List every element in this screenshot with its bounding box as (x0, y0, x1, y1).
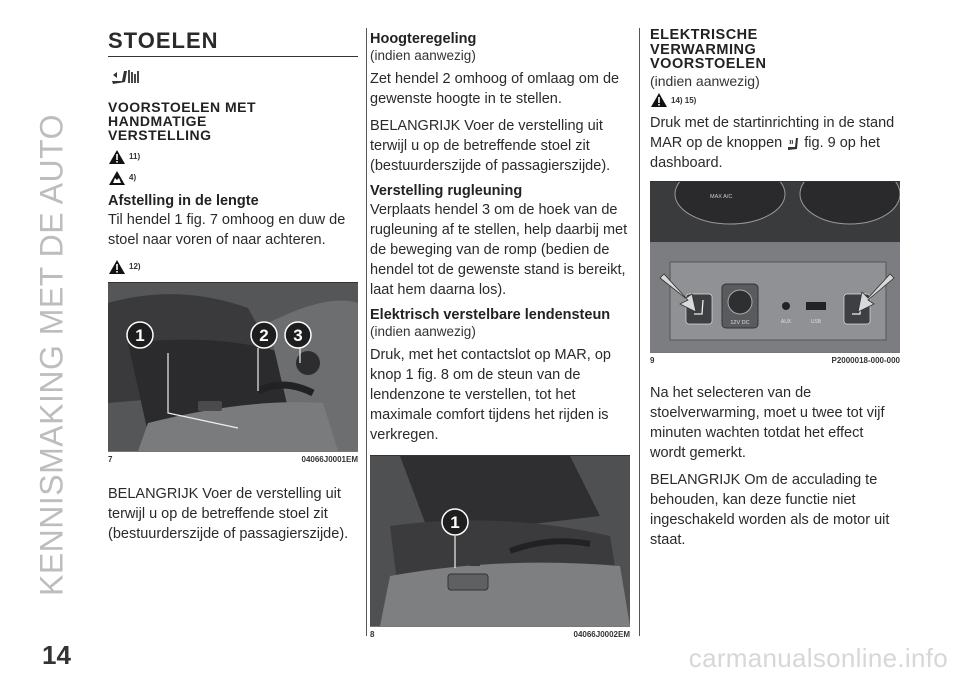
heading-length: Afstelling in de lengte (108, 193, 259, 209)
heading-backrest: Verstelling rugleuning (370, 183, 523, 199)
warning-ref: 11) (108, 147, 358, 166)
warning-triangle-icon (108, 149, 126, 165)
column-2 (370, 28, 630, 639)
subsection-title: ELEKTRISCHE VERWARMING VOORSTOELEN (650, 27, 767, 72)
figure-7-seat-levers (108, 282, 358, 452)
para-press: Druk met de startinrichting in de stand MAR op de knoppen fig. 9 op het dashboard. (650, 114, 895, 171)
column-divider (366, 28, 367, 636)
section-title: STOELEN (108, 28, 358, 57)
para-wait: Na het selecteren van de stoelverwarming, moet u twee tot vijf minuten wachten totdat het effect wordt gemerkt. (650, 384, 885, 461)
optional-note: (indien aanwezig) (650, 72, 760, 89)
heading-height: Hoogteregeling (370, 31, 477, 47)
warning-triangle-icon (650, 92, 668, 108)
footer-watermark: carmanualsonline.info (688, 643, 948, 673)
optional-note: (indien aanwezig) (370, 48, 476, 63)
chapter-side-title: KENNISMAKING MET DE AUTO (33, 113, 70, 597)
seat-adjust-icon (110, 67, 358, 90)
fig7-label-1: 1 (135, 326, 145, 345)
subsection-title: VOORSTOELEN MET HANDMATIGE VERSTELLING (108, 99, 257, 143)
fig7-label-3: 3 (293, 326, 303, 345)
optional-note: (indien aanwezig) (370, 324, 476, 339)
page-number: 14 (42, 640, 71, 670)
figure-8-lumbar-button (370, 455, 630, 627)
caution-hand-icon (108, 170, 126, 186)
column-3 (650, 28, 900, 557)
fig7-label-2: 2 (259, 326, 269, 345)
figure-caption: 9 P2000018-000-000 (650, 355, 900, 365)
para-lumbar: Druk, met het contactslot op MAR, op knop 1 fig. 8 om de steun van de lendenzone te verstellen, tot het maximale comfort tijdens het rijden is verkregen. (370, 347, 611, 443)
heading-lumbar: Elektrisch verstelbare lendensteun (370, 307, 611, 323)
figure-caption: 8 04066J0002EM (370, 630, 630, 639)
panel-label-usb: USB (810, 318, 822, 325)
panel-label-aux: AUX (780, 318, 792, 325)
para-backrest: Verplaats hendel 3 om de hoek van de rugleuning af te stellen, help daarbij met de beweging van de romp (bedien de hendel tot de gewenste stand is bereikt, laat hem daarna los). (370, 202, 628, 298)
para-important: BELANGRIJK Voer de verstelling uit terwijl u op de betreffende stoel zit (bestuurderszijde of passagierszijde). (370, 118, 611, 174)
para-height: Zet hendel 2 omhoog of omlaag om de gewenste hoogte in te stellen. (370, 71, 620, 107)
panel-label-maxac: MAX A/C (710, 193, 733, 200)
para-important: BELANGRIJK Voer de verstelling uit terwijl u op de betreffende stoel zit (bestuurderszijde of passagierszijde). (108, 486, 349, 542)
warning-triangle-icon (108, 259, 126, 275)
para-important: BELANGRIJK Om de acculading te behouden, kan deze functie niet ingeschakeld worden als de motor uit staat. (650, 471, 890, 548)
column-divider (639, 28, 640, 636)
heated-seat-icon (786, 135, 800, 151)
warning-ref: 12) (108, 257, 358, 276)
column-1 (108, 28, 358, 551)
info-ref: 4) (108, 168, 358, 187)
figure-caption: 7 04066J0001EM (108, 455, 358, 464)
warning-refs: 14) 15) (650, 91, 900, 110)
para-length: Til hendel 1 fig. 7 omhoog en duw de stoel naar voren of naar achteren. (108, 212, 346, 248)
fig8-label-1: 1 (450, 513, 460, 532)
panel-label-12v: 12V DC (730, 319, 750, 326)
figure-9-dashboard-buttons (650, 181, 900, 353)
